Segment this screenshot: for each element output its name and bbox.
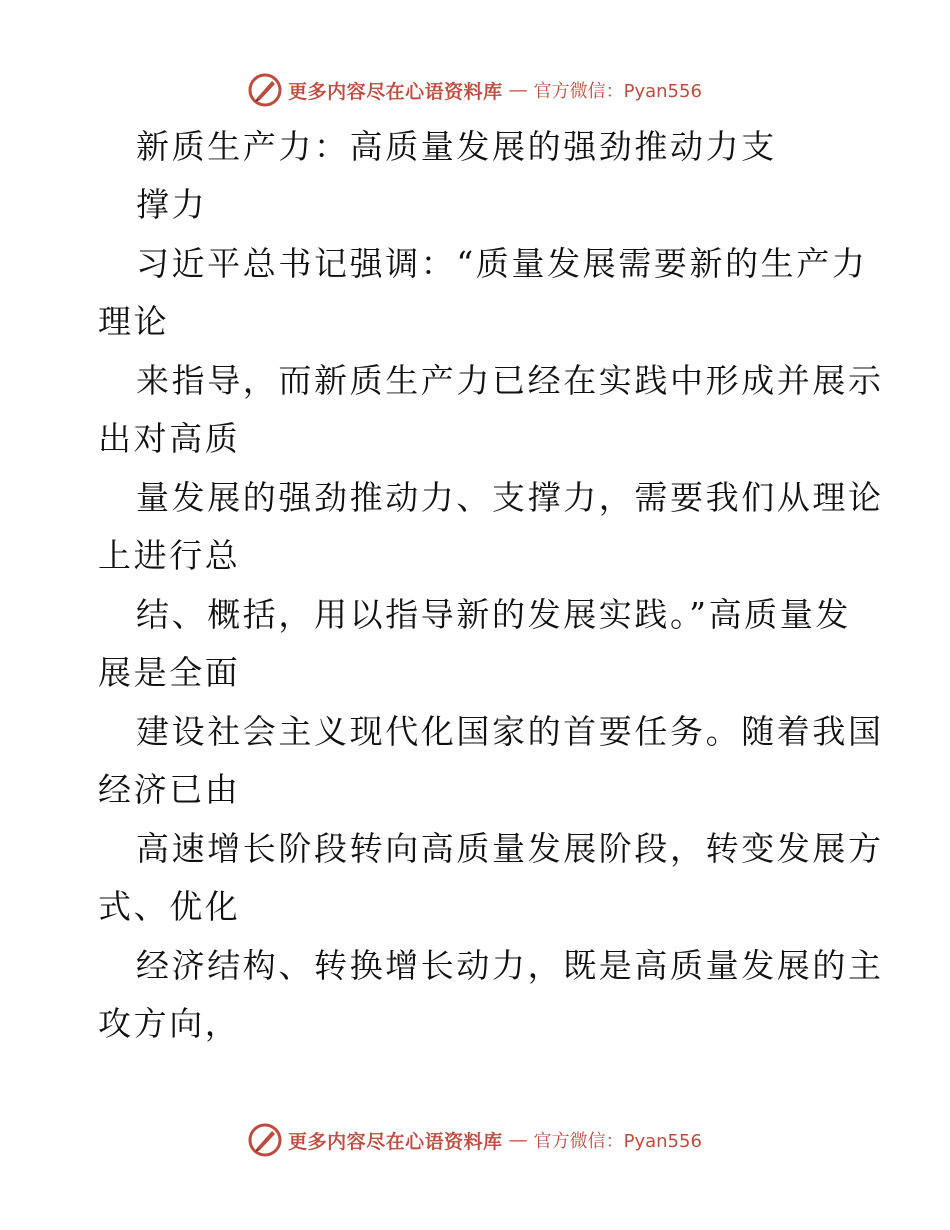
footer-title: 更多内容尽在心语资料库: [288, 1130, 503, 1153]
text-line: 新质生产力：高质量发展的强劲推动力支: [136, 127, 777, 166]
text-line: 出对高质: [98, 419, 241, 458]
text-line: 撑力: [136, 185, 208, 224]
text-line: 习近平总书记强调：“质量发展需要新的生产力: [136, 244, 868, 283]
text-line: 量发展的强劲推动力、支撑力，需要我们从理论: [136, 478, 884, 517]
header-title: 更多内容尽在心语资料库: [288, 80, 503, 103]
quill-pen-logo-icon: [248, 73, 282, 107]
header-subtitle: 官方微信：Pyan556: [533, 81, 702, 102]
text-line: 高速增长阶段转向高质量发展阶段，转变发展方: [136, 829, 884, 868]
text-line: 来指导，而新质生产力已经在实践中形成并展示: [136, 361, 884, 400]
quill-pen-logo-icon: [248, 1123, 282, 1157]
header-separator: —: [508, 79, 528, 101]
text-line: 展是全面: [98, 653, 241, 692]
text-line: 上进行总: [98, 536, 241, 575]
text-line: 经济结构、转换增长动力，既是高质量发展的主: [136, 946, 884, 985]
text-line: 结、概括，用以指导新的发展实践。”高质量发: [136, 595, 851, 634]
text-line: 建设社会主义现代化国家的首要任务。随着我国: [136, 712, 884, 751]
text-line: 经济已由: [98, 770, 241, 809]
text-line: 攻方向，: [98, 1004, 241, 1043]
footer-subtitle: 官方微信：Pyan556: [533, 1131, 702, 1152]
text-line: 理论: [98, 302, 170, 341]
header-banner: [0, 72, 950, 108]
footer-separator: —: [508, 1129, 528, 1151]
text-line: 式、优化: [98, 887, 241, 926]
footer-banner: [0, 1122, 950, 1158]
